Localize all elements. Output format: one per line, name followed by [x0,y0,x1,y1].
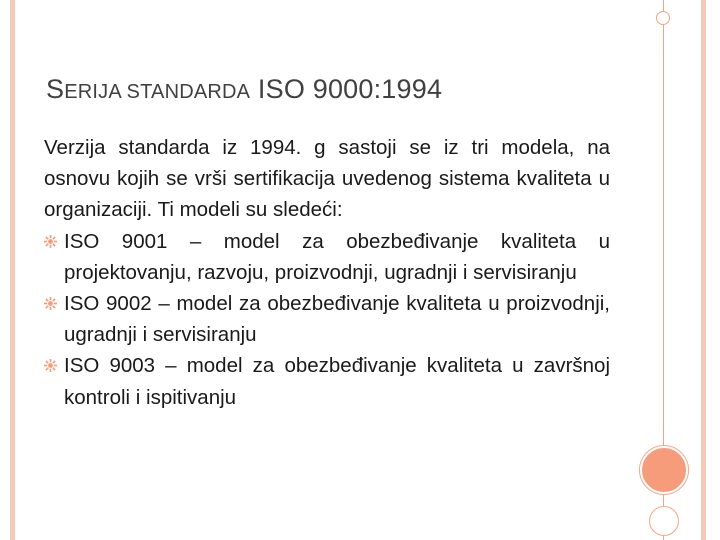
intro-paragraph: Verzija standarda iz 1994. g sastoji se iz tri modela, na osnovu kojih se vrši sertifikacija uvedenog sistema kvaliteta u organizaciji. Ti modeli su sledeći: [44,136,610,222]
sun-bullet-icon [44,297,57,310]
bullet-item [44,226,610,288]
decorative-bottom-circle [649,506,679,536]
bullet-text: ISO 9003 – model za obezbeđivanje kvaliteta u završnoj kontroli i ispitivanju [64,354,610,409]
title-small-caps: ERIJA STANDARDA [64,81,251,103]
bullet-item [44,288,610,350]
title-first-letter: S [46,74,65,104]
sun-bullet-icon [44,359,57,372]
decorative-large-circle [640,446,688,494]
slide-title [46,74,442,105]
slide-body [44,132,610,413]
title-rest: ISO 9000:1994 [250,74,443,104]
sun-bullet-icon [44,235,57,248]
bullet-text: ISO 9002 – model za obezbeđivanje kvaliteta u proizvodnji, ugradnji i servisiranju [64,292,610,347]
bullet-item [44,350,610,412]
bullet-text: ISO 9001 – model za obezbeđivanje kvaliteta u projektovanju, razvoju, proizvodnji, ugradnji i servisiranju [64,229,610,284]
decorative-small-circle [656,11,670,25]
